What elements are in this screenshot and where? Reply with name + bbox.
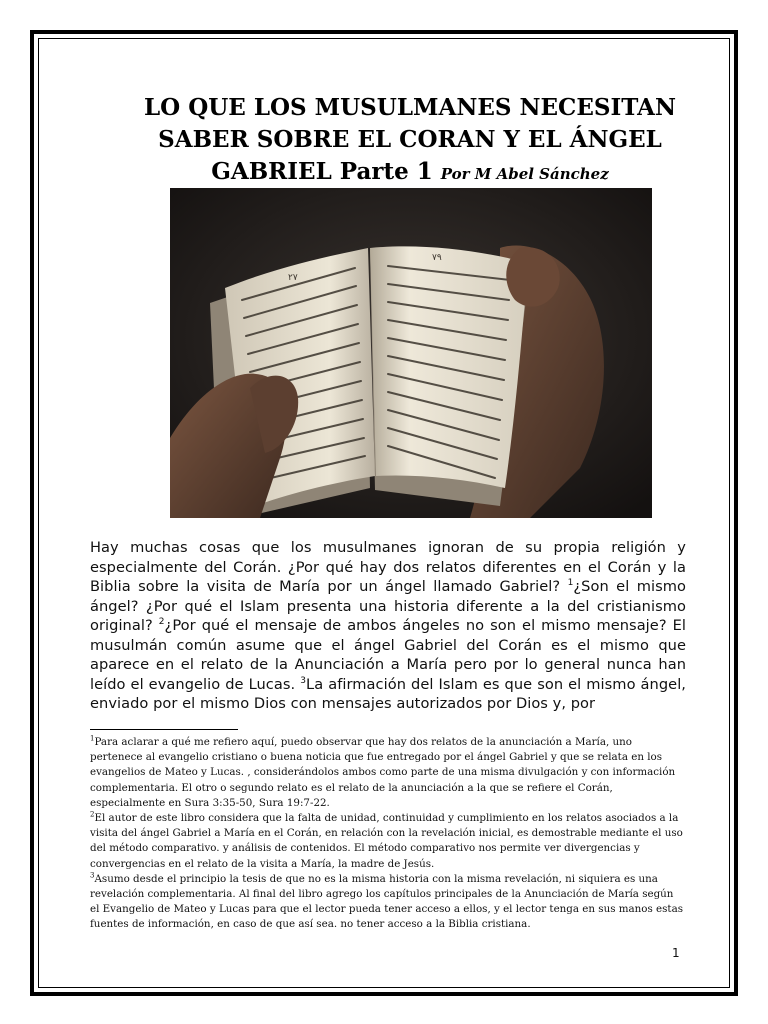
body-sentence-3: ¿Por qué el mensaje de ambos ángeles no son el mismo mensaje? El musulmán común asume que el ángel Gabriel del Corán es el mismo que aparece en el relato de la Anunciación a María pero por lo general nunca han leído el evangelio de Lucas. bbox=[90, 617, 686, 693]
footnote-ref-2[interactable]: 2 bbox=[158, 617, 165, 628]
body-sentence-4: La afirmación del Islam es que son el mismo ángel, enviado por el mismo Dios con mensajes autorizados por Dios y, por bbox=[90, 675, 686, 712]
footnote-mark-1: 1 bbox=[90, 734, 95, 743]
quran-photo bbox=[170, 188, 652, 518]
footnote-separator bbox=[90, 729, 238, 730]
footnote-mark-3: 3 bbox=[90, 871, 95, 880]
document-title bbox=[100, 92, 720, 190]
title-text: LO QUE LOS MUSULMANES NECESITAN SABER SOBRE EL CORAN Y EL ÁNGEL GABRIEL Parte 1 bbox=[144, 94, 676, 185]
body-sentence-2: ¿Son el mismo ángel? ¿Por qué el Islam presenta una historia diferente a la del cristianismo original? bbox=[90, 578, 686, 634]
page-number: 1 bbox=[672, 946, 680, 960]
footnote-2 bbox=[90, 811, 686, 872]
footnote-mark-2: 2 bbox=[90, 810, 95, 819]
footnote-ref-1[interactable]: 1 bbox=[567, 578, 574, 589]
body-sentence-1: Hay muchas cosas que los musulmanes ignoran de su propia religión y especialmente del Corán. ¿Por qué hay dos relatos diferentes en el Corán y la Biblia sobre la visita de María por un ángel llamado Gabriel? bbox=[90, 539, 686, 595]
footnote-ref-3[interactable]: 3 bbox=[300, 675, 307, 686]
footnote-3 bbox=[90, 872, 686, 933]
footnote-1 bbox=[90, 735, 686, 811]
byline: Por M Abel Sánchez bbox=[440, 165, 609, 183]
footnote-text-1: Para aclarar a qué me refiero aquí, puedo observar que hay dos relatos de la anunciación a María, uno pertenece al evangelio cristiano o buena noticia que fue entregado por el ángel Gabriel y que se relata en los evangelios de Mateo y Lucas. , considerándolos ambos como parte de una misma divulgación y con información complementaria. El otro o segundo relato es el relato de la anunciación a la que se refiere el Corán, especialmente en Sura 3:35-50, Sura 19:7-22. bbox=[90, 736, 676, 809]
body-paragraph bbox=[90, 538, 686, 714]
left-page-number: ٢٧ bbox=[288, 273, 298, 283]
footnotes bbox=[90, 735, 686, 933]
footnote-text-2: El autor de este libro considera que la falta de unidad, continuidad y cumplimiento en los relatos asociados a la visita del ángel Gabriel a María en el Corán, en relación con la revelación inicial, es demostrable mediante el uso del método comparativo. y análisis de contenidos. El método comparativo nos permite ver divergencias y convergencias en el relato de la visita a María, la madre de Jesús. bbox=[90, 812, 683, 870]
right-page-number: ٧٩ bbox=[432, 253, 442, 263]
footnote-text-3: Asumo desde el principio la tesis de que no es la misma historia con la misma revelación, ni siquiera es una revelación complementaria. Al final del libro agrego los capítulos principales de la Anunciación de María según el Evangelio de Mateo y Lucas para que el lector pueda tener acceso a ellos, y el lector tenga en sus manos estas fuentes de información, en caso de que así sea. no tener acceso a la Biblia cristiana. bbox=[90, 872, 683, 931]
